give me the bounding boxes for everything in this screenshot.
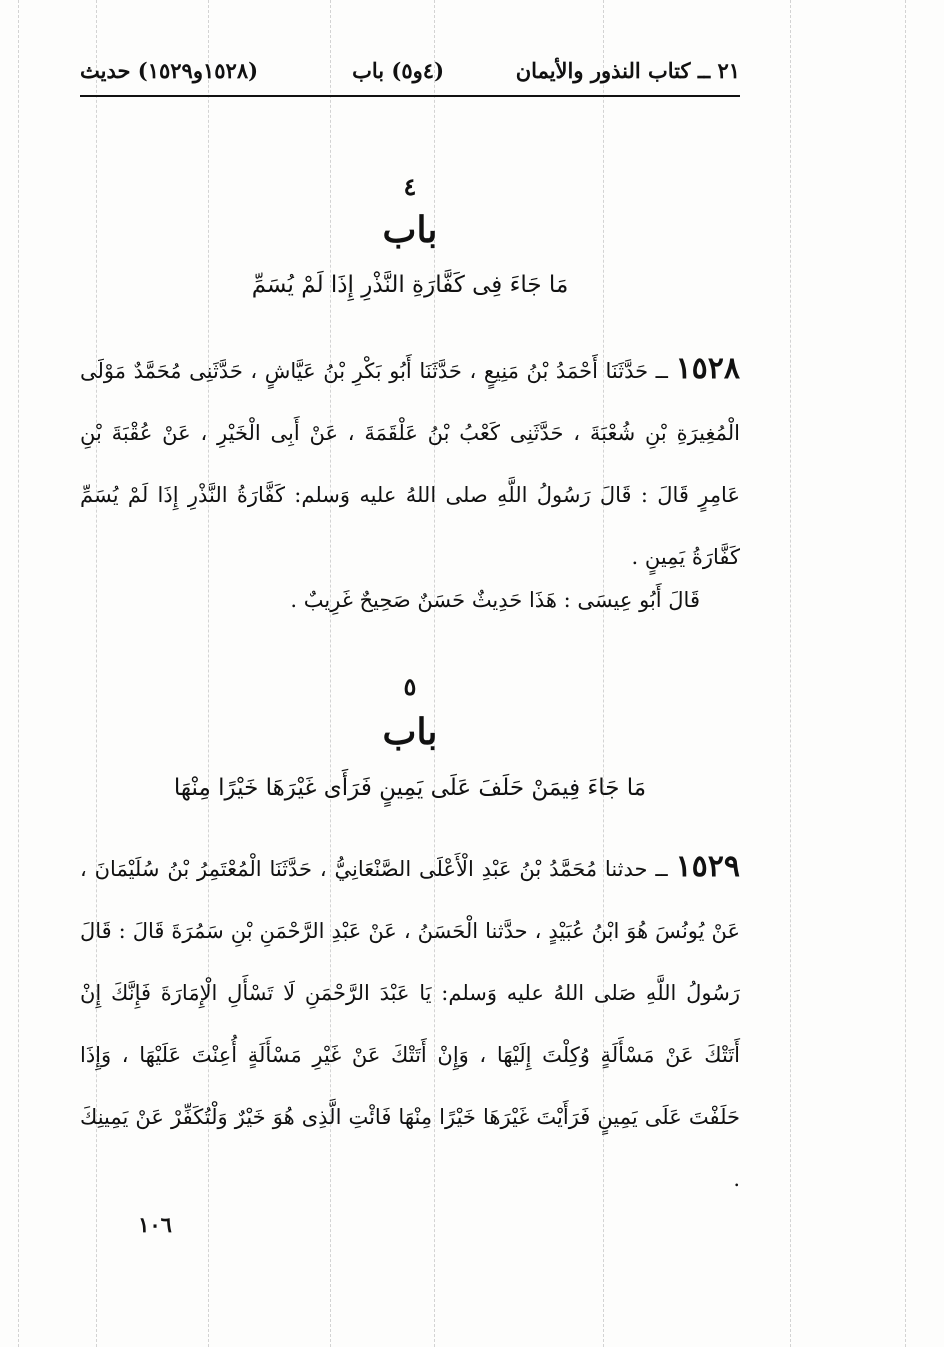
hadith-paragraph	[80, 836, 740, 1210]
book-page	[80, 0, 740, 1347]
header-rule	[80, 95, 740, 97]
section-number: ٤	[403, 172, 417, 201]
bab-heading: باب	[382, 209, 438, 251]
hadith-text: ــ حدثنا مُحَمَّدُ بْنُ عَبْدِ الْأَعْلَى الصَّنْعَانِيُّ ، حَدَّثَنَا الْمُعْتَمِرُ بْنُ سُلَيْمَانَ ، عَنْ يُونُسَ هُوَ ابْنُ عُبَيْدٍ ، حدَّثنا الْحَسَنُ ، عَنْ عَبْدِ الرَّحْمَنِ بْنِ سَمُرَةَ قَالَ : قَالَ رَسُولُ اللَّهِ صَلى اللهُ عليه وَسلم: يَا عَبْدَ الرَّحْمَنِ لَا تَسْأَلِ الْإِمَارَةَ فَإِنَّكَ إِنْ أَتَتْكَ عَنْ مَسْأَلَةٍ وُكِلْتَ إِلَيْهَا ، وَإِنْ أَتَتْكَ عَنْ غَيْرِ مَسْأَلَةٍ أُعِنْتَ عَلَيْهَا ، وَإِذَا حَلَفْتَ عَلَى يَمِينٍ فَرَأَيْتَ غَيْرَهَا خَيْرًا مِنْهَا فَائْتِ الَّذِى هُوَ خَيْرٌ وَلْتُكَفِّرْ عَنْ يَمِينِكَ .	[80, 857, 740, 1191]
scan-guide-line	[790, 0, 791, 1347]
running-header	[80, 58, 740, 94]
bab-title: مَا جَاءَ فِيمَنْ حَلَفَ عَلَى يَمِينٍ فَرَأَى غَيْرَهَا خَيْرًا مِنْهَا	[173, 775, 647, 801]
header-bab-range: (٤و٥) باب	[352, 58, 444, 83]
scan-guide-line	[905, 0, 906, 1347]
page-number: ١٠٦	[138, 1212, 172, 1237]
bab-heading: باب	[382, 711, 438, 753]
scan-guide-line	[18, 0, 19, 1347]
hadith-number: ١٥٢٨	[675, 351, 740, 386]
hadith-grading: قَالَ أَبُو عِيسَى : هَذَا حَدِيثٌ حَسَنٌ صَحِيحٌ غَرِيبٌ .	[290, 588, 700, 612]
header-book-title: ٢١ ــ كتاب النذور والأيمان	[515, 58, 740, 83]
hadith-paragraph	[80, 338, 740, 588]
hadith-text: ــ حَدَّثَنَا أَحْمَدُ بْنُ مَنِيعٍ ، حَدَّثَنَا أَبُو بَكْرِ بْنُ عَيَّاشٍ ، حَدَّثَنِى مُحَمَّدٌ مَوْلَى الْمُغِيرَةِ بْنِ شُعْبَةَ ، حَدَّثَنِى كَعْبُ بْنُ عَلْقَمَةَ ، عَنْ أَبِى الْخَيْرِ ، عَنْ عُقْبَةَ بْنِ عَامِرٍ قَالَ : قَالَ رَسُولُ اللَّهِ صلى اللهُ عليه وَسلم: كَفَّارَةُ النَّذْرِ إِذَا لَمْ يُسَمِّ كَفَّارَةُ يَمِينٍ .	[80, 359, 740, 569]
hadith-number: ١٥٢٩	[675, 849, 740, 884]
bab-title: مَا جَاءَ فِى كَفَّارَةِ النَّذْرِ إِذَا لَمْ يُسَمِّ	[251, 272, 569, 298]
section-number: ٥	[403, 672, 417, 701]
header-hadith-range: (١٥٢٨و١٥٢٩) حديث	[80, 58, 259, 83]
